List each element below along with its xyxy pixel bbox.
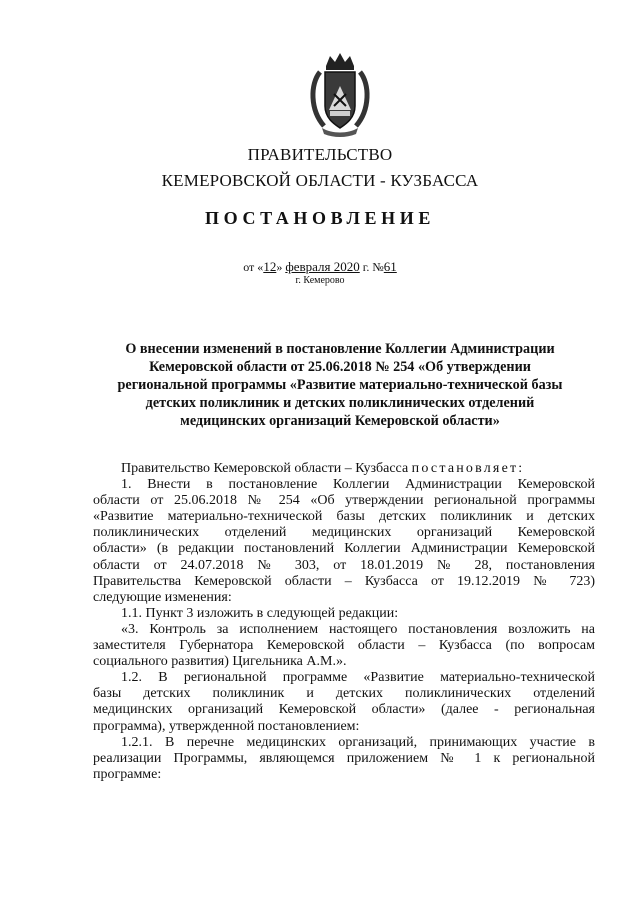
paragraph-line: программа), утвержденной постановлением: [93,718,360,734]
organization-name-line2: КЕМЕРОВСКОЙ ОБЛАСТИ - КУЗБАССА [161,171,479,190]
document-number: 61 [383,259,397,274]
paragraph-line: области от 24.07.2018 № 303, от 18.01.2019 № 28, постановления [93,557,595,573]
paragraph-line: «3. Контроль за исполнением настоящего постановления возложить на [121,621,595,637]
title-line: детских поликлиник и детских поликлинических отделений [145,395,535,411]
paragraph-line: «Развитие материально-технической базы детских поликлиник и детских [93,509,595,525]
city-name: г. Кемерово [295,275,345,286]
intro-paragraph [93,461,595,477]
paragraph-line: программе: [93,766,162,782]
paragraph-line: базы детских поликлиник и детских поликлинических отделений [93,686,595,702]
date-day: 12 [263,259,277,274]
document-body [93,461,595,783]
coat-of-arms-emblem [306,48,374,138]
title-line: медицинских организаций Кемеровской области» [180,413,500,429]
paragraph-1-1: 1.1. Пункт 3 изложить в следующей редакции: [121,605,399,621]
paragraph-line: следующие изменения: [93,589,232,605]
paragraph-1-2-1 [93,735,595,783]
document-date-line [0,259,640,275]
date-suffix: г. № [359,260,384,274]
document-title [100,340,580,430]
title-line: Кемеровской области от 25.06.2018 № 254 «Об утверждении [149,359,531,375]
paragraph-line: Правительства Кемеровской области – Кузбасса от 19.12.2019 № 723) [93,573,595,589]
paragraph-line: области» (в редакции постановлений Коллегии Администрации Кемеровской [93,541,595,557]
date-prefix: от « [243,260,264,274]
paragraph-1-2 [93,670,595,734]
paragraph-line: поликлинических отделений медицинских организаций Кемеровской [93,525,595,541]
organization-name-line1: ПРАВИТЕЛЬСТВО [247,145,393,164]
paragraph-line: 1.2.1. В перечне медицинских организаций, принимающих участие в [121,734,595,750]
title-line: региональной программы «Развитие материально-технической базы [117,377,563,393]
paragraph-line: реализации Программы, являющемся приложением № 1 к региональной [93,750,595,766]
paragraph-line: 1. Внести в постановление Коллегии Администрации Кемеровской [121,477,595,493]
paragraph-line: 1.2. В региональной программе «Развитие материально-технической [121,670,595,686]
title-line: О внесении изменений в постановление Коллегии Администрации [125,341,555,357]
paragraph-line: области от 25.06.2018 № 254 «Об утверждении региональной программы [93,493,595,509]
date-month-year: февраля 2020 [285,259,360,274]
paragraph-line: заместителя Губернатора Кемеровской области – Кузбасса (по вопросам [93,638,595,654]
paragraph-line: социального развития) Цигельника А.М.». [93,654,347,670]
document-type-heading: ПОСТАНОВЛЕНИЕ [205,208,435,228]
intro-text: Правительство Кемеровской области – Кузбасса [121,461,412,476]
paragraph-1 [93,477,595,606]
paragraph-line: медицинских организаций Кемеровской области» (далее - региональная [93,702,595,718]
intro-decree-word: постановляет: [411,461,525,476]
paragraph-quoted-3 [93,622,595,670]
date-mid: » [276,260,286,274]
